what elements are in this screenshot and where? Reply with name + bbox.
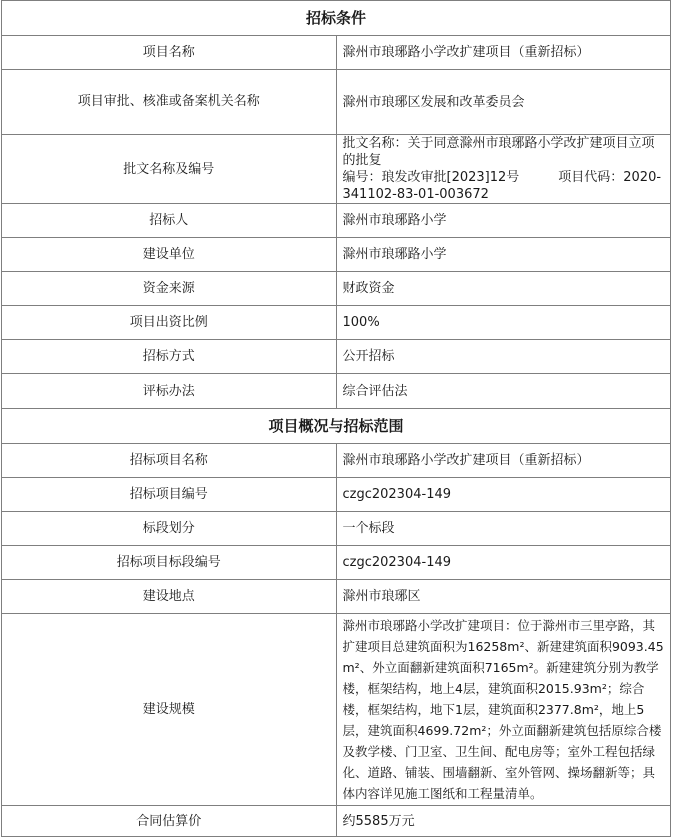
- section-title-tender-conditions: 招标条件: [2, 1, 671, 36]
- row-value: 滁州市琅琊路小学: [336, 238, 671, 272]
- table-row: [2, 546, 671, 580]
- row-label: 项目出资比例: [2, 306, 337, 340]
- table-row: [2, 512, 671, 546]
- row-value: czgc202304-149: [336, 478, 671, 512]
- table-row: [2, 444, 671, 478]
- row-value: 滁州市琅琊路小学: [336, 204, 671, 238]
- table-row: [2, 340, 671, 374]
- row-value-scale: 滁州市琅琊路小学改扩建项目：位于滁州市三里亭路，其扩建项目总建筑面积为16258m²、新建建筑面积9093.45m²、外立面翻新建筑面积7165m²。新建建筑分别为教学楼，框架结构，地上4层，建筑面积2015.93m²；综合楼，框架结构，地下1层，建筑面积2377.8m²，地上5层，建筑面积4699.72m²；外立面翻新建筑包括原综合楼及教学楼、门卫室、卫生间、配电房等；室外工程包括绿化、道路、铺装、围墙翻新、室外管网、操场翻新等；具体内容详见施工图纸和工程量清单。: [336, 614, 671, 806]
- row-label: 标段划分: [2, 512, 337, 546]
- row-value: 100%: [336, 306, 671, 340]
- table-row: [2, 478, 671, 512]
- row-label: 建设地点: [2, 580, 337, 614]
- row-label: 批文名称及编号: [2, 135, 337, 204]
- row-value: 公开招标: [336, 340, 671, 374]
- row-value: 滁州市琅琊区: [336, 580, 671, 614]
- row-value: 滁州市琅琊路小学改扩建项目（重新招标）: [336, 36, 671, 70]
- row-value: czgc202304-149: [336, 546, 671, 580]
- row-label: 招标项目名称: [2, 444, 337, 478]
- table-row: [2, 204, 671, 238]
- table-row: [2, 806, 671, 837]
- approval-name: 批文名称：关于同意滁州市琅琊路小学改扩建项目立项的批复: [342, 136, 655, 168]
- table-row: [2, 70, 671, 135]
- table-row: [2, 374, 671, 409]
- row-label: 资金来源: [2, 272, 337, 306]
- row-label: 建设规模: [2, 614, 337, 806]
- row-label: 建设单位: [2, 238, 337, 272]
- row-value: 约5585万元: [336, 806, 671, 837]
- row-label: 招标方式: [2, 340, 337, 374]
- row-label: 项目审批、核准或备案机关名称: [2, 70, 337, 135]
- table-row: [2, 238, 671, 272]
- row-value-approval: [336, 135, 671, 204]
- table-row: [2, 36, 671, 70]
- row-value: 滁州市琅琊区发展和改革委员会: [336, 70, 671, 135]
- table-row: [2, 614, 671, 806]
- row-value: 综合评估法: [336, 374, 671, 409]
- section-header-row: [2, 409, 671, 444]
- approval-number-and-code: 编号：琅发改审批[2023]12号 项目代码：2020-341102-83-01-003672: [342, 170, 662, 202]
- row-value: 一个标段: [336, 512, 671, 546]
- table-row: [2, 306, 671, 340]
- row-label: 评标办法: [2, 374, 337, 409]
- row-value: 滁州市琅琊路小学改扩建项目（重新招标）: [336, 444, 671, 478]
- row-value: 财政资金: [336, 272, 671, 306]
- row-label: 招标项目标段编号: [2, 546, 337, 580]
- tender-info-table: [1, 0, 671, 837]
- table-row: [2, 272, 671, 306]
- section-title-project-overview: 项目概况与招标范围: [2, 409, 671, 444]
- row-label: 合同估算价: [2, 806, 337, 837]
- row-label: 招标项目编号: [2, 478, 337, 512]
- row-label: 项目名称: [2, 36, 337, 70]
- section-header-row: [2, 1, 671, 36]
- row-label: 招标人: [2, 204, 337, 238]
- table-row: [2, 135, 671, 204]
- table-row: [2, 580, 671, 614]
